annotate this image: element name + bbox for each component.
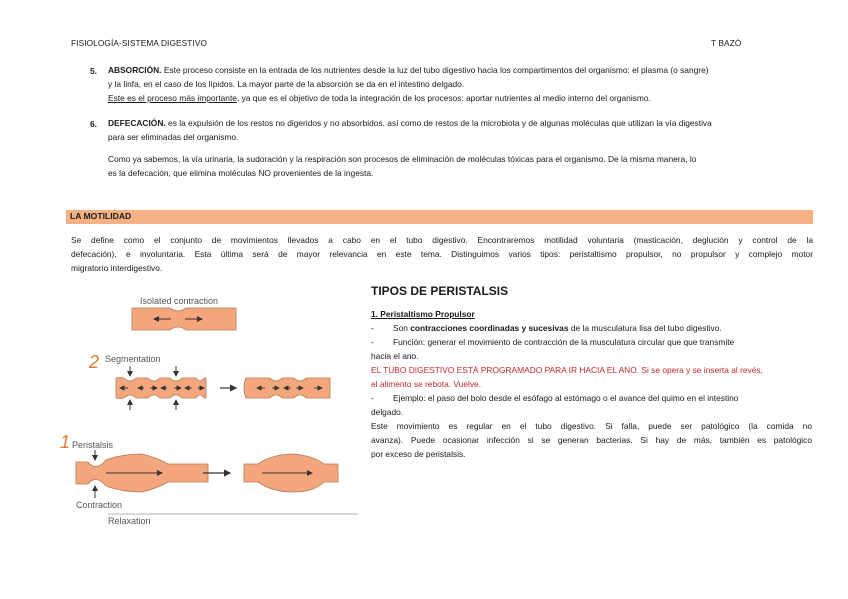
- item-number: 5.: [90, 66, 97, 76]
- bullet-text: delgado.: [371, 407, 404, 417]
- paragraph-line: por exceso de peristalsis.: [371, 449, 466, 459]
- item-text: Este proceso consiste en la entrada de los nutrientes desde la luz del tubo digestivo hacia los compartimentos del organismo: el plasma (o sangre): [161, 65, 709, 75]
- item-title: DEFECACIÓN.: [108, 118, 166, 128]
- motility-diagram: [58, 288, 360, 528]
- segmentation-mark: 2: [89, 352, 100, 372]
- subheading: 1. Peristaltismo Propulsor: [371, 309, 475, 319]
- motilidad-paragraph: [71, 233, 813, 275]
- item-absorcion: [108, 63, 813, 105]
- isolated-contraction-label: Isolated contraction: [140, 296, 219, 306]
- document-header-author: T BAZÓ: [711, 38, 742, 48]
- document-header-title: FISIOLOGÍA-SISTEMA DIGESTIVO: [71, 38, 208, 48]
- bullet-dash: -: [371, 323, 374, 333]
- bullet-dash: -: [371, 393, 374, 403]
- paragraph-line: es la defecación, que elimina moléculas NO provenientes de la ingesta.: [108, 168, 374, 178]
- segmentation-label: Segmentation: [105, 354, 161, 364]
- bullet-dash: -: [371, 337, 374, 347]
- bullet-text: hacia el ano.: [371, 351, 419, 361]
- underlined-text: Este es el proceso más importante: [108, 93, 237, 103]
- peristalsis-mark: 1: [60, 432, 71, 452]
- warning-text: EL TUBO DIGESTIVO ESTÁ PROGRAMADO PARA IR HACIA EL ANO. Si se opera y se inserta al revés,: [371, 365, 763, 375]
- section-heading: LA MOTILIDAD: [70, 211, 132, 221]
- item-title: ABSORCIÓN.: [108, 65, 162, 75]
- peristalsis-body: [371, 307, 812, 461]
- paragraph-line: Como ya sabemos, la vía urinaria, la sudoración y la respiración son procesos de eliminación de moléculas tóxicas para el organismo. De la misma manera, lo: [108, 154, 697, 164]
- item-text: y la linfa, en el caso de los lípidos. La mayor parte de la absorción se da en el intestino delgado.: [108, 79, 465, 89]
- warning-text: el alimento se rebota. Vuelve.: [371, 379, 482, 389]
- item-text: para ser eliminadas del organismo.: [108, 132, 239, 142]
- bullet-text: Función: generar el movimiento de contracción de la musculatura circular que que transmite: [393, 337, 735, 347]
- relaxation-label: Relaxation: [108, 516, 151, 526]
- bullet-text: Ejemplo: el paso del bolo desde el esófago al estómago o el avance del quimo en el intestino: [393, 393, 739, 403]
- item-defecacion: [108, 116, 813, 144]
- paragraph-line: avanza). Puede ocasionar infección si se generan bacterias. Si hay de más, también es patológico: [371, 435, 812, 445]
- paragraph-line: Este movimiento es regular en el tubo digestivo. Si falla, puede ser patológico (la comida no: [371, 421, 812, 431]
- peristalsis-heading: TIPOS DE PERISTALSIS: [371, 284, 509, 298]
- isolated-tube: [132, 308, 236, 330]
- item-number: 6.: [90, 119, 97, 129]
- defecacion-paragraph: [108, 152, 813, 180]
- paragraph-line: defecación), e involuntaria. Esta última será de mayor relevancia en este tema. Distinguimos varios tipos: peristaltismo propulsor, no propulsor y complejo motor: [71, 249, 813, 259]
- bullet-text: de la musculatura lisa del tubo digestivo.: [568, 323, 722, 333]
- peristalsis-label: Peristalsis: [72, 440, 114, 450]
- bullet-bold-text: contracciones coordinadas y sucesivas: [410, 323, 569, 333]
- paragraph-line: Se define como el conjunto de movimientos llevados a cabo en el tubo digestivo. Encontraremos motilidad voluntaria (masticación, deglución y control de la: [71, 235, 813, 245]
- item-text: , ya que es el objetivo de toda la integración de los procesos: aportar nutrientes al medio interno del organismo.: [236, 93, 651, 103]
- contraction-label: Contraction: [76, 500, 123, 510]
- paragraph-line: migratorio interdigestivo.: [71, 263, 163, 273]
- bullet-text: Son: [393, 323, 411, 333]
- section-heading-band: [66, 210, 813, 224]
- item-text: es la expulsión de los restos no digeridos y no absorbidos, así como de restos de la microbiota y de algunas moléculas que utilizan la vía digestiva: [165, 118, 712, 128]
